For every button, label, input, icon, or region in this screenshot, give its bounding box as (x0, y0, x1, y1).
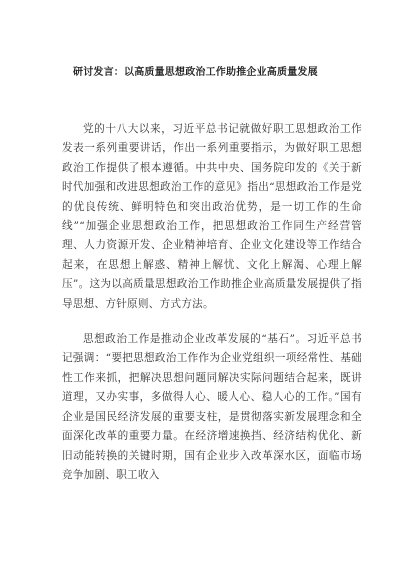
paragraph-2: 思想政治工作是推动企业改革发展的“基石”。习近平总书记强调：“要把思想政治工作作为企业党组织一项经常性、基础性工作来抓，把解决思想问题同解决实际问题结合起来，既讲道理，又办实事，多做得人心、暖人心、稳人心的工作。”国有企业是国民经济发展的重要支柱，是贯彻落实新发展理念和全面深化改革的重要力量。在经济增速换挡、经济结构优化、新旧动能转换的关键时期，国有企业步入改革深水区，面临市场竞争加剧、职工收入 (62, 333, 362, 481)
paragraph-1: 党的十八大以来，习近平总书记就做好职工思想政治工作发表一系列重要讲话，作出一系列重要指示，为做好职工思想政治工作提供了根本遵循。中共中央、国务院印发的《关于新时代加强和改进思想政治工作的意见》指出“思想政治工作是党的优良传统、鲜明特色和突出政治优势，是一切工作的生命线”“加强企业思想政治工作，把思想政治工作同生产经营管理、人力资源开发、企业精神培育、企业文化建设等工作结合起来，在思想上解惑、精神上解忧、文化上解渴、心理上解压”。这为以高质量思想政治工作助推企业高质量发展提供了指导思想、方针原则、方式方法。 (62, 123, 362, 310)
document-title: 研讨发言：以高质量思想政治工作助推企业高质量发展 (73, 67, 318, 78)
document-body (62, 120, 362, 485)
